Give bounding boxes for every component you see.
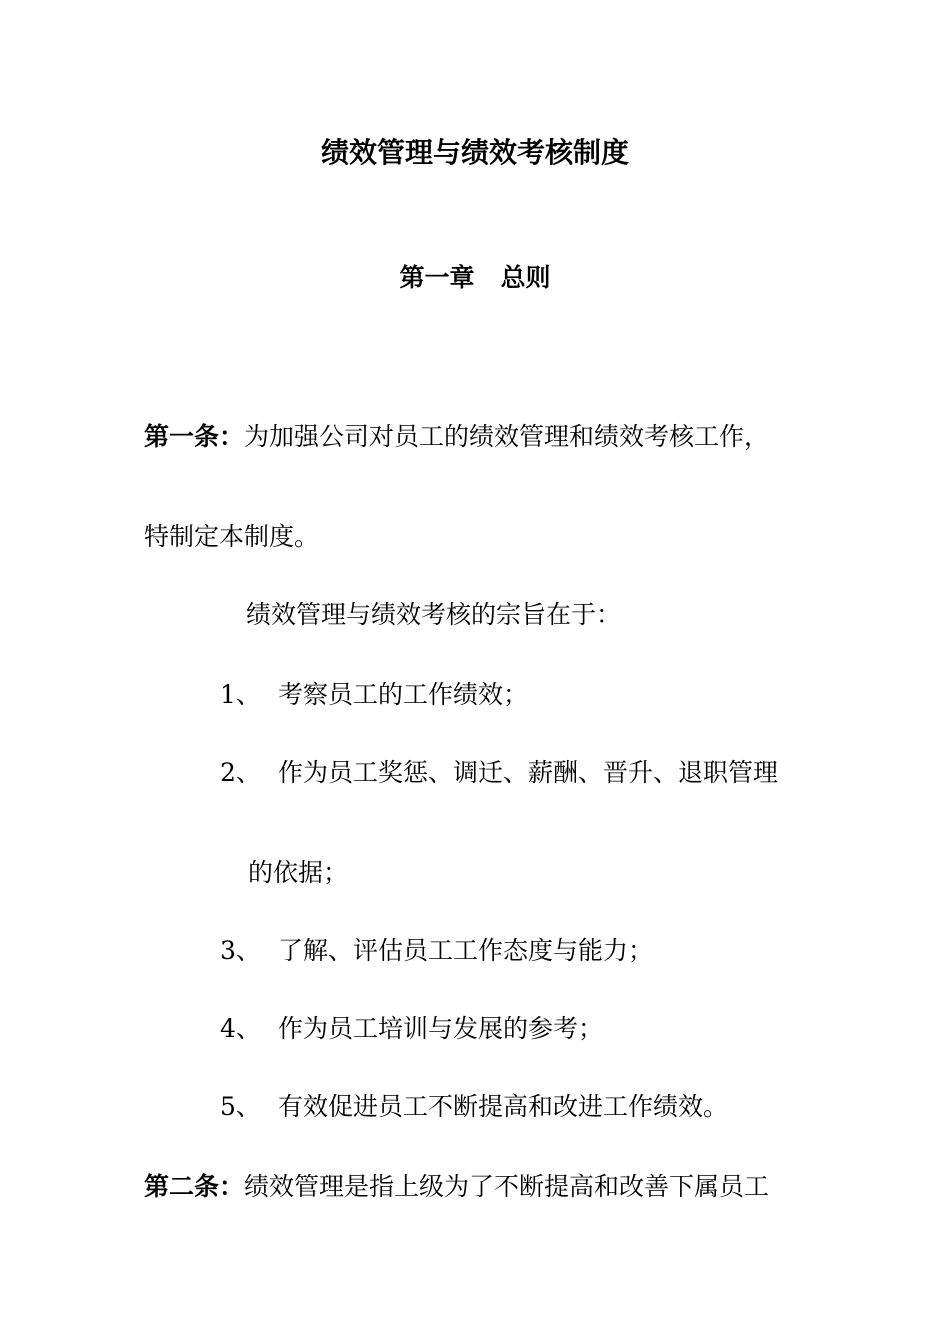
- article-1-intro: 绩效管理与绩效考核的宗旨在于：: [246, 600, 622, 629]
- list-item: [220, 680, 528, 710]
- chapter-name: 总则: [500, 263, 551, 292]
- chapter-number: 第一章: [399, 263, 475, 292]
- article-1-line-2: 特制定本制度。: [144, 522, 320, 551]
- article-2-label: 第二条：: [144, 1172, 245, 1201]
- list-item-continuation: 的依据；: [248, 858, 349, 887]
- article-1-line-1: [144, 422, 769, 452]
- chapter-heading: [0, 262, 950, 294]
- list-item: [220, 936, 653, 966]
- list-item-number: 5、: [220, 1092, 261, 1121]
- list-item-number: 3、: [220, 936, 261, 965]
- article-1-text: 为加强公司对员工的绩效管理和绩效考核工作，: [244, 422, 770, 451]
- list-item-text: 考察员工的工作绩效；: [278, 680, 529, 709]
- list-item-number: 1、: [220, 680, 261, 709]
- document-title: 绩效管理与绩效考核制度: [320, 136, 629, 169]
- article-2-line-1: [144, 1172, 769, 1202]
- list-item-text: 有效促进员工不断提高和改进工作绩效。: [278, 1092, 729, 1121]
- list-item: [220, 1092, 728, 1122]
- list-item-number: 2、: [220, 758, 261, 787]
- list-item-text: 了解、评估员工工作态度与能力；: [278, 936, 654, 965]
- article-2-text: 绩效管理是指上级为了不断提高和改善下属员工: [244, 1172, 770, 1201]
- list-item: [220, 1014, 603, 1044]
- list-item: [220, 758, 778, 788]
- list-item-text: 作为员工奖惩、调迁、薪酬、晋升、退职管理: [278, 758, 779, 787]
- article-1-label: 第一条：: [144, 422, 245, 451]
- list-item-text: 作为员工培训与发展的参考；: [278, 1014, 604, 1043]
- list-item-number: 4、: [220, 1014, 261, 1043]
